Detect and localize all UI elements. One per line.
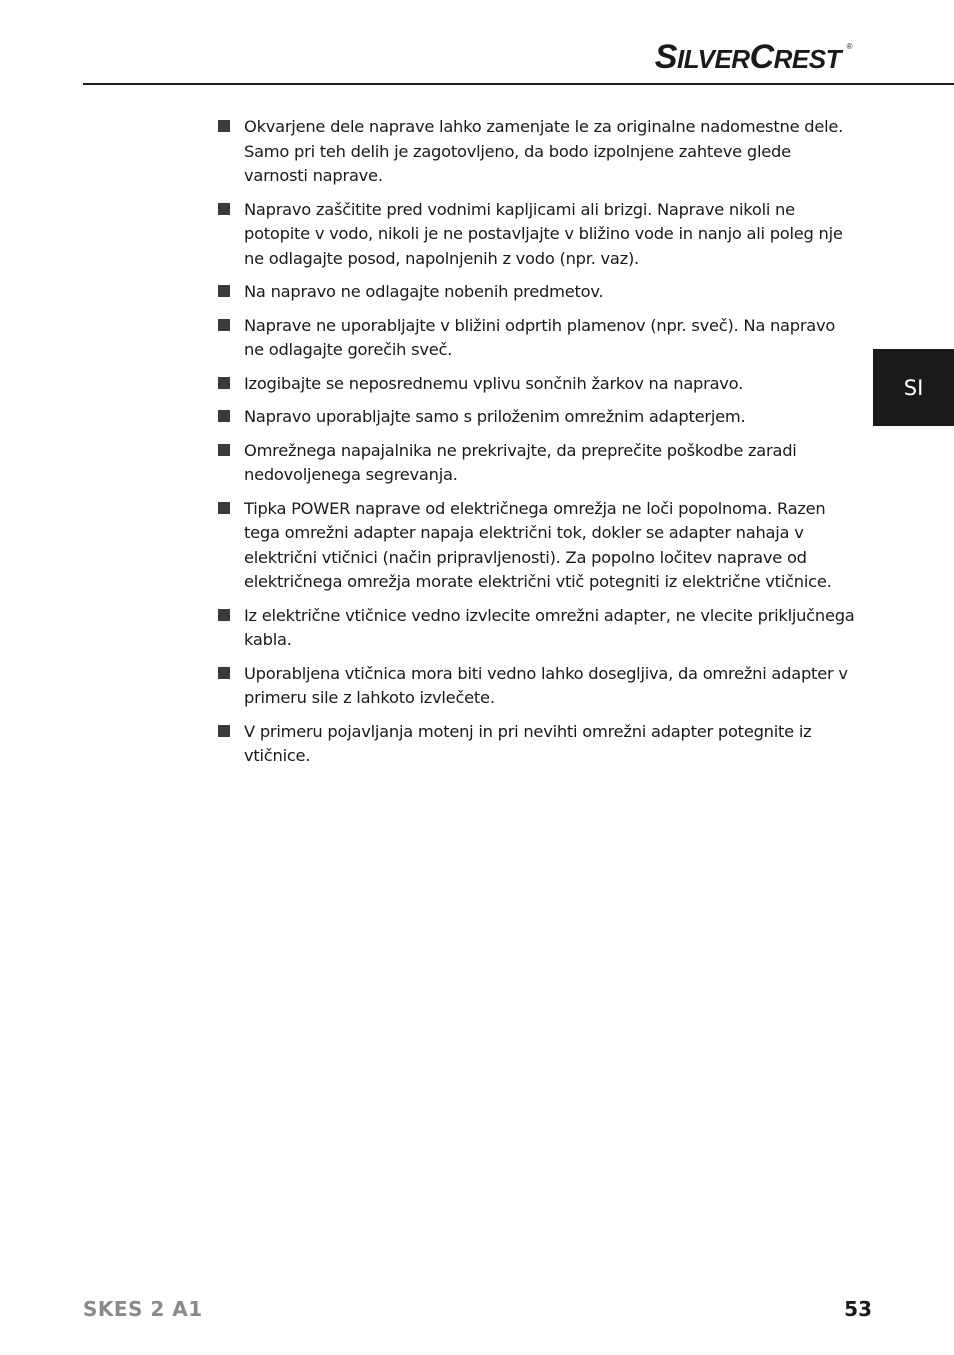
list-item <box>216 198 856 272</box>
footer-page-number: 53 <box>844 1297 872 1321</box>
list-item-text: Naprave ne uporabljajte v bližini odprtih plamenov (npr. sveč). Na napravo ne odlagajte gorečih sveč. <box>244 315 836 359</box>
square-bullet-icon <box>218 410 230 422</box>
brand-logo-rest: REST <box>773 44 841 74</box>
list-item-text: Napravo zaščitite pred vodnimi kapljicami ali brizgi. Naprave nikoli ne potopite v vodo, nikoli je ne postavljajte v bližino vode in nanjo ali poleg nje ne odlagajte posod, napolnjenih z vodo (npr. vaz). <box>244 199 843 268</box>
safety-bullet-list <box>216 115 856 769</box>
registered-mark: ® <box>846 42 852 51</box>
list-item-text: Izogibajte se neposrednemu vplivu sončnih žarkov na napravo. <box>244 373 744 393</box>
list-item-text: V primeru pojavljanja motenj in pri nevihti omrežni adapter potegnite iz vtičnice. <box>244 721 812 765</box>
square-bullet-icon <box>218 120 230 132</box>
list-item <box>216 439 856 488</box>
brand-logo <box>654 38 852 76</box>
square-bullet-icon <box>218 667 230 679</box>
brand-logo-s: S <box>654 38 677 76</box>
list-item <box>216 405 856 430</box>
footer-model-name: SKES 2 A1 <box>83 1297 203 1321</box>
list-item-text: Omrežnega napajalnika ne prekrivajte, da preprečite poškodbe zaradi nedovoljenega segrevanja. <box>244 440 797 484</box>
list-item-text: Na napravo ne odlagajte nobenih predmetov. <box>244 282 604 301</box>
language-tab-label: SI <box>903 375 924 400</box>
list-item <box>216 720 856 769</box>
language-tab <box>873 349 954 426</box>
list-item-text: Napravo uporabljajte samo s priloženim omrežnim adapterjem. <box>244 407 746 426</box>
brand-logo-c: C <box>749 38 774 76</box>
square-bullet-icon <box>218 444 230 456</box>
square-bullet-icon <box>218 377 230 389</box>
square-bullet-icon <box>218 319 230 331</box>
main-content <box>216 115 856 778</box>
header-divider <box>83 83 954 85</box>
list-item <box>216 662 856 711</box>
list-item <box>216 115 856 189</box>
square-bullet-icon <box>218 502 230 514</box>
list-item <box>216 604 856 653</box>
square-bullet-icon <box>218 609 230 621</box>
list-item-text: Tipka POWER naprave od električnega omrežja ne loči popolnoma. Razen tega omrežni adapter napaja električni tok, dokler se adapter nahaja v električni vtičnici (način pripravljenosti). Za popolno ločitev naprave od električnega omrežja morate električni vtič potegniti iz električne vtičnice. <box>244 498 832 591</box>
square-bullet-icon <box>218 203 230 215</box>
list-item <box>216 280 856 305</box>
square-bullet-icon <box>218 725 230 737</box>
list-item-text: Uporabljena vtičnica mora biti vedno lahko dosegljiva, da omrežni adapter v primeru sile z lahkoto izvlečete. <box>244 663 848 707</box>
list-item-text: Okvarjene dele naprave lahko zamenjate le za originalne nadomestne dele. Samo pri teh delih je zagotovljeno, da bodo izpolnjene zahteve glede varnosti naprave. <box>244 117 844 185</box>
brand-logo-ilver: ILVER <box>676 44 750 74</box>
list-item <box>216 497 856 595</box>
square-bullet-icon <box>218 285 230 297</box>
list-item <box>216 314 856 363</box>
list-item-text: Iz električne vtičnice vedno izvlecite omrežni adapter, ne vlecite priključnega kabla. <box>244 605 855 649</box>
list-item <box>216 372 856 397</box>
